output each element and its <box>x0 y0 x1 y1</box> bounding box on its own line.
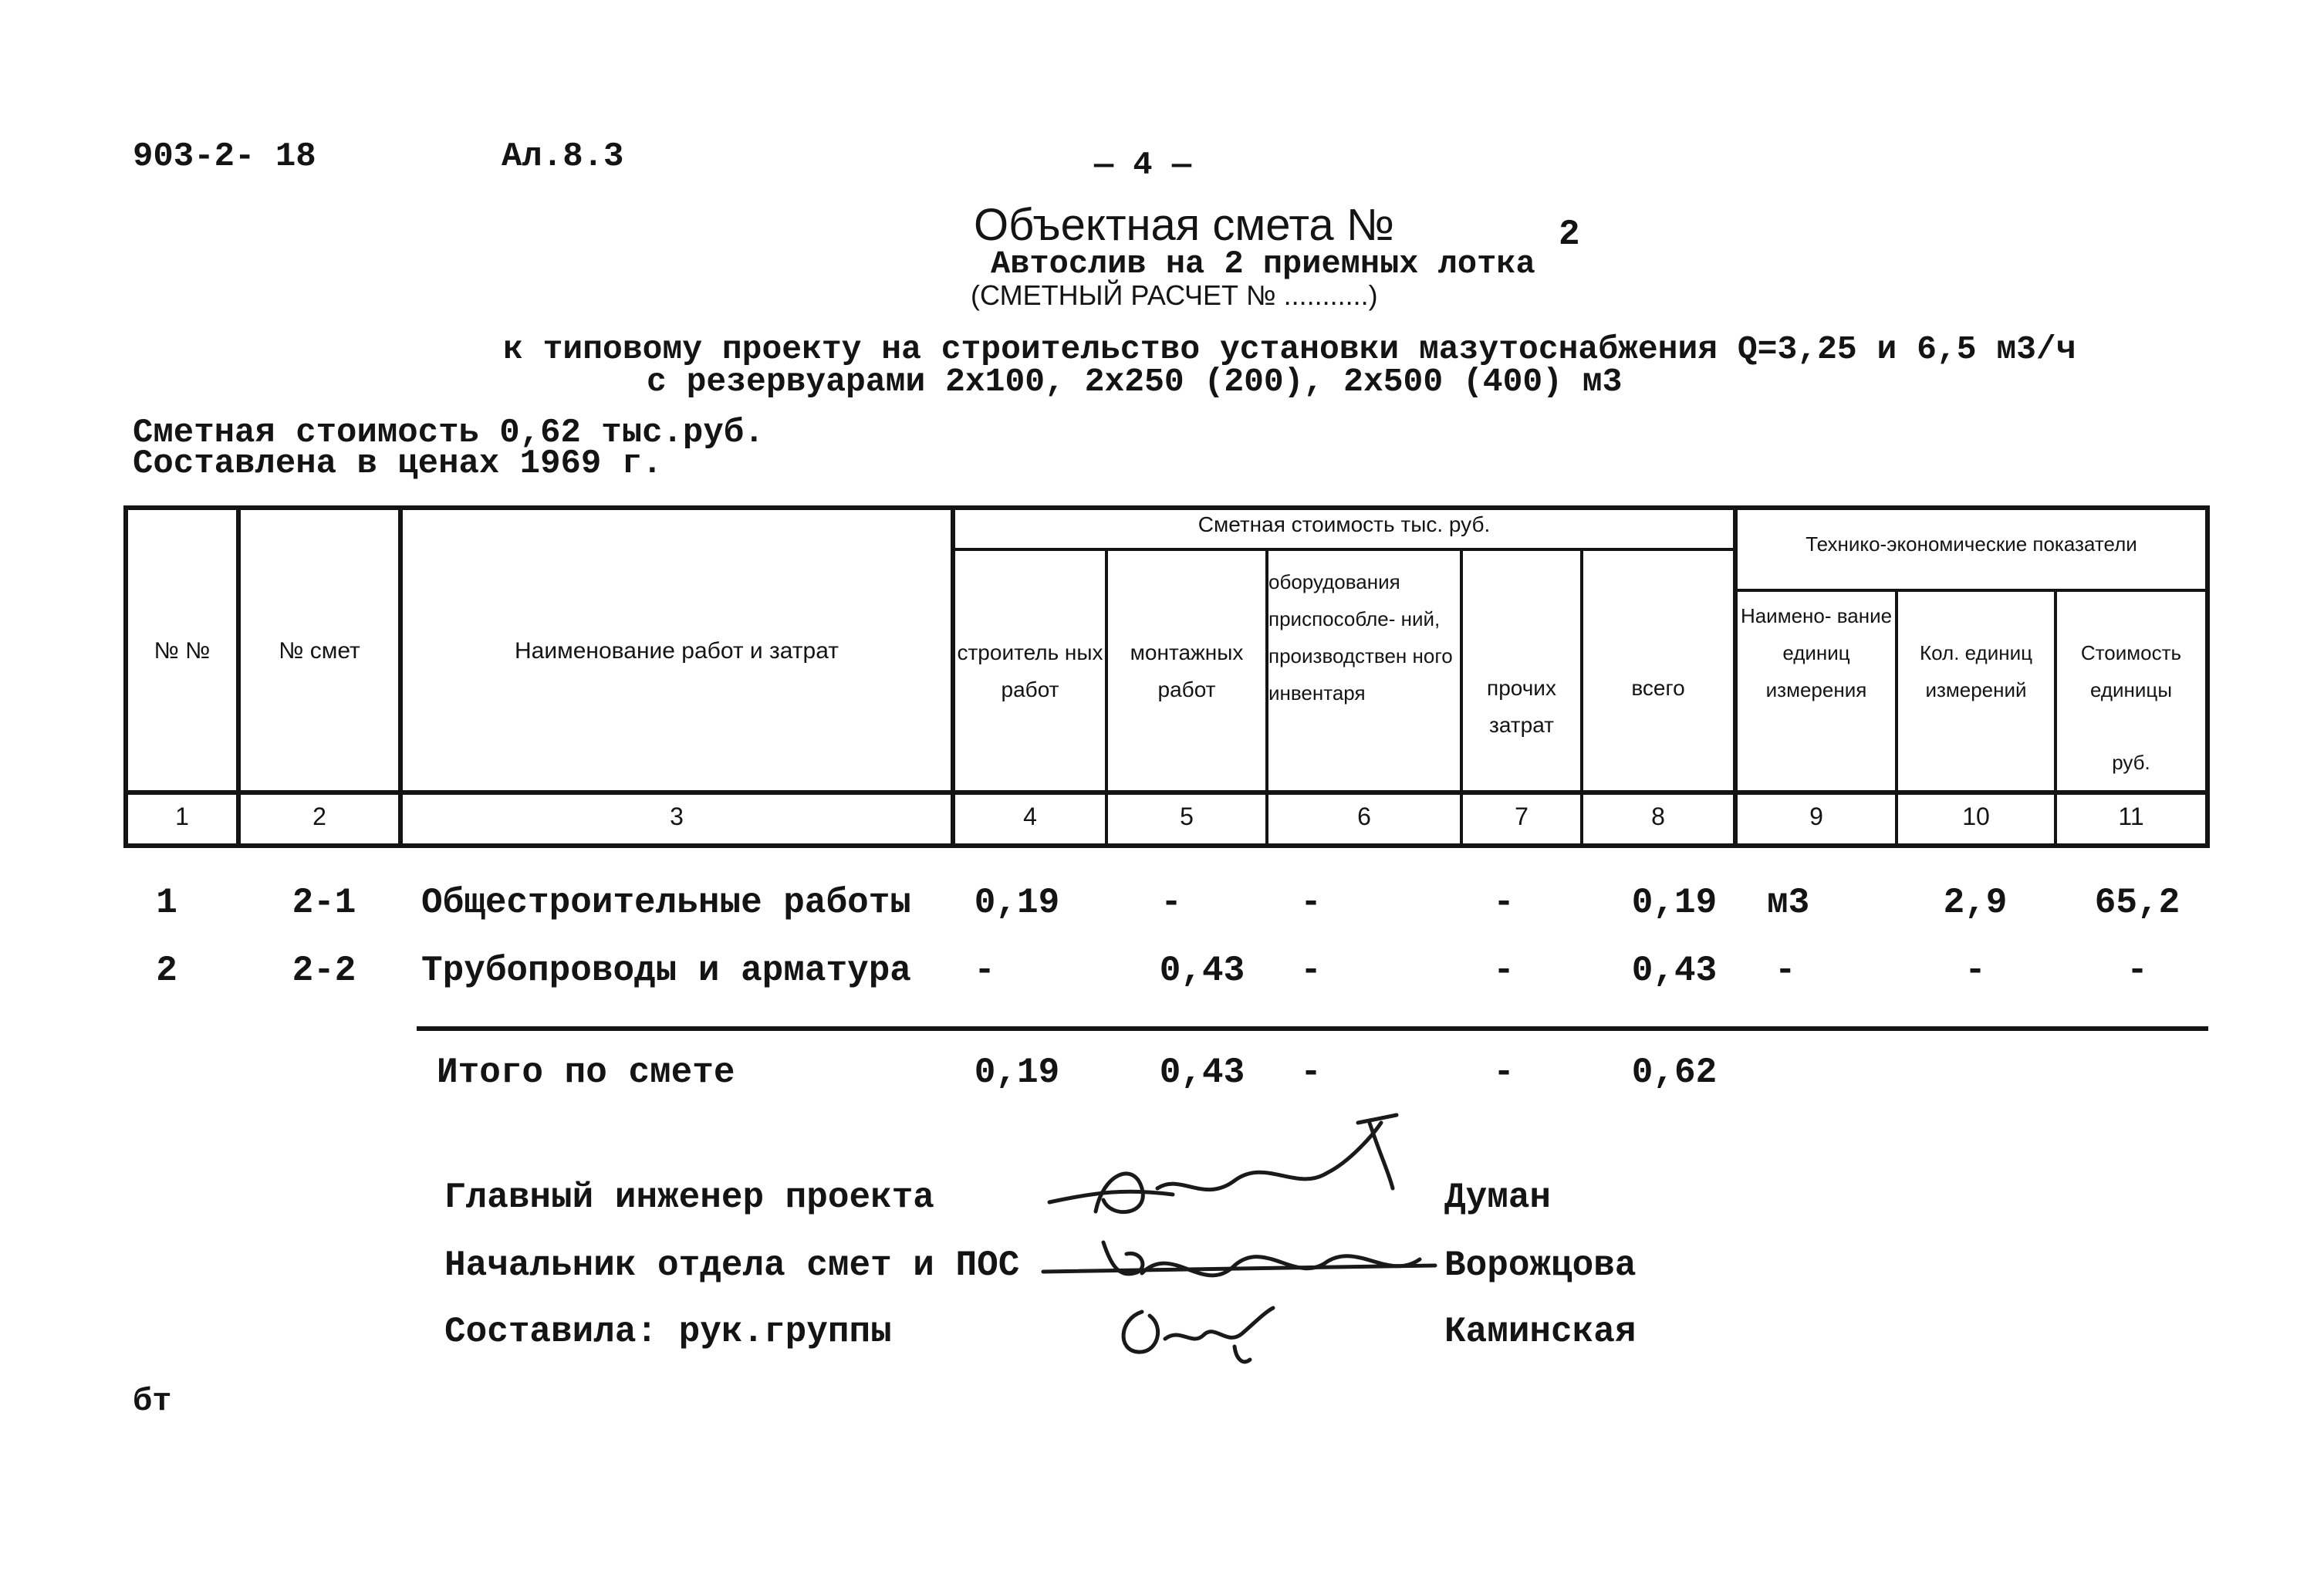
col-number: 8 <box>1651 803 1665 830</box>
row-other-cost: - <box>1493 883 1515 923</box>
row-equipment-cost: - <box>1300 883 1322 923</box>
row-installation-cost: - <box>1160 883 1182 923</box>
estimate-calc-number: (СМЕТНЫЙ РАСЧЕТ № ...........) <box>971 279 1378 311</box>
signature-role: Составила: рук.группы <box>444 1312 892 1352</box>
row-work-name: Общестроительные работы <box>421 883 911 923</box>
col-header-11: Стоимость единицы <box>2080 641 2182 701</box>
totals-equipment: - <box>1300 1053 1322 1093</box>
col-number: 7 <box>1515 803 1529 830</box>
row-installation-cost: 0,43 <box>1159 951 1245 991</box>
handwritten-signature-3 <box>1123 1308 1273 1362</box>
row-equipment-cost: - <box>1300 951 1322 991</box>
row-number: 2 <box>156 951 177 991</box>
totals-construction: 0,19 <box>974 1053 1060 1093</box>
estimated-cost: Сметная стоимость 0,62 тыс.руб. <box>133 414 765 452</box>
col-header-11-unit: руб. <box>2112 751 2150 774</box>
col-number: 6 <box>1357 803 1371 830</box>
estimate-number: 2 <box>1559 215 1580 255</box>
totals-divider <box>417 1026 2208 1031</box>
row-number: 1 <box>156 883 177 923</box>
handwritten-signature-1 <box>1049 1115 1397 1212</box>
col-header-1: № № <box>154 638 211 664</box>
row-unit: м3 <box>1767 883 1810 923</box>
row-estimate-number: 2-1 <box>292 883 356 923</box>
estimate-title: Объектная смета № <box>974 200 1395 250</box>
col-number: 2 <box>312 803 326 830</box>
col-number: 10 <box>1962 803 1990 830</box>
album-number: Ал.8.3 <box>502 137 624 176</box>
project-description-line2: с резервуарами 2х100, 2х250 (200), 2х500 (400) м3 <box>647 363 1623 400</box>
col-number: 3 <box>670 803 684 830</box>
group-header-cost: Сметная стоимость тыс. руб. <box>1197 512 1491 536</box>
footer-code: бт <box>133 1383 172 1420</box>
col-header-7: прочих затрат <box>1487 676 1556 737</box>
row-total-cost: 0,43 <box>1631 951 1718 991</box>
row-unit-cost: 65,2 <box>2094 883 2180 923</box>
row-quantity: - <box>1964 951 1986 991</box>
row-other-cost: - <box>1493 951 1515 991</box>
col-header-3: Наименование работ и затрат <box>514 638 839 664</box>
row-total-cost: 0,19 <box>1631 883 1718 923</box>
document-code: 903-2- 18 <box>133 137 316 176</box>
row-construction-cost: 0,19 <box>974 883 1060 923</box>
totals-label: Итого по смете <box>437 1053 735 1093</box>
signature-role: Начальник отдела смет и ПОС <box>444 1245 1020 1286</box>
col-number: 5 <box>1180 803 1194 830</box>
project-description-line1: к типовому проекту на строительство установки мазутоснабжения Q=3,25 и 6,5 м3/ч <box>503 330 2076 368</box>
handwritten-signature-2 <box>1043 1242 1435 1276</box>
totals-other: - <box>1493 1053 1515 1093</box>
price-basis: Составлена в ценах 1969 г. <box>133 444 663 483</box>
col-header-2: № смет <box>279 638 360 664</box>
signature-name: Думан <box>1444 1178 1552 1218</box>
group-header-tech: Технико-экономические показатели <box>1805 532 2137 556</box>
col-number: 4 <box>1023 803 1037 830</box>
row-work-name: Трубопроводы и арматура <box>421 951 911 991</box>
col-header-9: Наимено- вание единиц измерения <box>1740 604 1893 701</box>
col-header-6: оборудования приспособле- ний, производствен ного инвентаря <box>1268 570 1453 705</box>
signature-role: Главный инженер проекта <box>444 1178 934 1218</box>
totals-installation: 0,43 <box>1159 1053 1245 1093</box>
signature-name: Ворожцова <box>1444 1245 1637 1286</box>
row-estimate-number: 2-2 <box>292 951 356 991</box>
col-header-10: Кол. единиц измерений <box>1919 641 2032 701</box>
object-name: Автослив на 2 приемных лотка <box>991 245 1535 282</box>
row-quantity: 2,9 <box>1943 883 2008 923</box>
col-header-8: всего <box>1631 676 1685 700</box>
totals-total: 0,62 <box>1631 1053 1718 1093</box>
col-number: 11 <box>2118 803 2144 830</box>
page-marker: — 4 — <box>1094 147 1192 184</box>
signature-name: Каминская <box>1444 1312 1637 1352</box>
row-unit-cost: - <box>2126 951 2148 991</box>
col-number: 1 <box>175 803 189 830</box>
col-header-5: монтажных работ <box>1130 640 1244 701</box>
col-header-4: строитель ных работ <box>957 640 1103 701</box>
row-construction-cost: - <box>974 951 995 991</box>
col-number: 9 <box>1809 803 1823 830</box>
row-unit: - <box>1775 951 1796 991</box>
